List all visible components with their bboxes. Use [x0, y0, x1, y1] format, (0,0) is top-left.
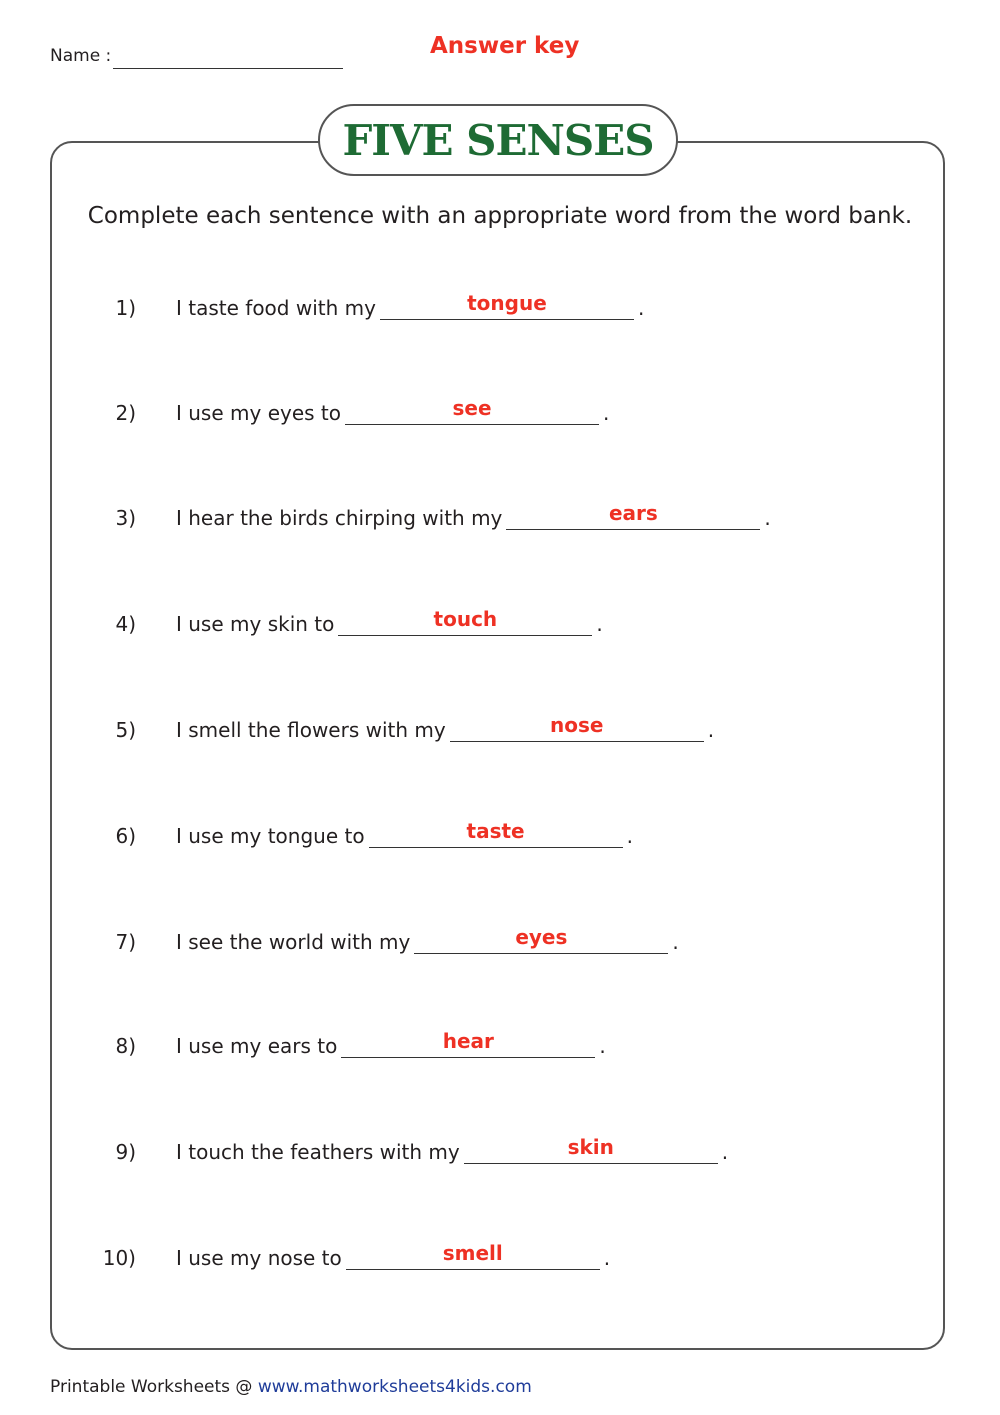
question-item — [0, 396, 1000, 429]
name-field[interactable] — [113, 68, 343, 69]
answer-blank[interactable] — [345, 395, 599, 425]
answer-blank[interactable] — [346, 1240, 600, 1270]
answer-blank[interactable] — [369, 818, 623, 848]
period: . — [721, 1140, 729, 1164]
question-item — [0, 713, 1000, 746]
question-number: 6) — [115, 824, 136, 848]
question-number: 5) — [115, 718, 136, 742]
footer — [50, 1377, 532, 1397]
footer-prefix: Printable Worksheets @ — [50, 1377, 258, 1397]
period: . — [603, 1246, 611, 1270]
answer-blank[interactable] — [341, 1028, 595, 1058]
footer-link[interactable]: www.mathworksheets4kids.com — [257, 1377, 532, 1397]
question-item — [0, 1029, 1000, 1062]
question-number: 9) — [115, 1140, 136, 1164]
question-text: I use my eyes to — [176, 401, 341, 425]
question-item — [0, 925, 1000, 958]
question-number: 10) — [102, 1246, 136, 1270]
question-number: 2) — [115, 401, 136, 425]
period: . — [603, 401, 610, 425]
question-number: 8) — [115, 1034, 136, 1058]
period: . — [599, 1034, 606, 1058]
period: . — [707, 718, 715, 742]
question-number: 1) — [115, 296, 136, 320]
question-sentence — [176, 1134, 728, 1164]
name-label: Name : — [50, 46, 112, 66]
question-sentence — [176, 712, 714, 742]
question-number: 4) — [115, 612, 136, 636]
question-sentence — [176, 818, 633, 848]
period: . — [637, 296, 645, 320]
answer-text: tongue — [467, 291, 547, 315]
question-text: I use my ears to — [176, 1034, 338, 1058]
question-number: 3) — [115, 506, 136, 530]
question-item — [0, 1135, 1000, 1168]
instructions: Complete each sentence with an appropriate word from the word bank. — [87, 203, 913, 229]
period: . — [672, 930, 679, 954]
question-text: I smell the flowers with my — [176, 718, 446, 742]
answer-text: smell — [442, 1241, 503, 1265]
question-item — [0, 607, 1000, 640]
answer-text: see — [452, 396, 492, 420]
period: . — [626, 824, 633, 848]
question-sentence — [176, 395, 609, 425]
answer-text: ears — [608, 501, 658, 525]
answer-text: taste — [466, 819, 525, 843]
answer-text: nose — [549, 713, 604, 737]
question-sentence — [176, 924, 679, 954]
question-text: I hear the birds chirping with my — [176, 506, 503, 530]
question-sentence — [176, 290, 644, 320]
question-sentence — [176, 606, 603, 636]
answer-text: touch — [433, 607, 498, 631]
question-item — [0, 819, 1000, 852]
question-sentence — [176, 1240, 610, 1270]
title-banner — [318, 104, 678, 176]
question-sentence — [176, 1028, 606, 1058]
answer-text: hear — [442, 1029, 494, 1053]
question-text: I taste food with my — [176, 296, 376, 320]
question-item — [0, 501, 1000, 534]
question-number: 7) — [115, 930, 136, 954]
question-sentence — [176, 500, 771, 530]
answer-blank[interactable] — [464, 1134, 718, 1164]
question-text: I use my tongue to — [176, 824, 365, 848]
question-text: I touch the feathers with my — [176, 1140, 460, 1164]
answer-blank[interactable] — [380, 290, 634, 320]
answer-text: skin — [567, 1135, 614, 1159]
period: . — [764, 506, 771, 530]
answer-blank[interactable] — [414, 924, 668, 954]
answer-text: eyes — [515, 925, 568, 949]
question-item — [0, 1241, 1000, 1274]
answer-key-label: Answer key — [430, 33, 580, 59]
question-text: I use my skin to — [176, 612, 335, 636]
question-text: I see the world with my — [176, 930, 411, 954]
question-text: I use my nose to — [176, 1246, 342, 1270]
period: . — [596, 612, 603, 636]
answer-blank[interactable] — [450, 712, 704, 742]
question-item — [0, 291, 1000, 324]
answer-blank[interactable] — [506, 500, 760, 530]
answer-blank[interactable] — [338, 606, 592, 636]
page-title: FIVE SENSES — [342, 115, 654, 165]
